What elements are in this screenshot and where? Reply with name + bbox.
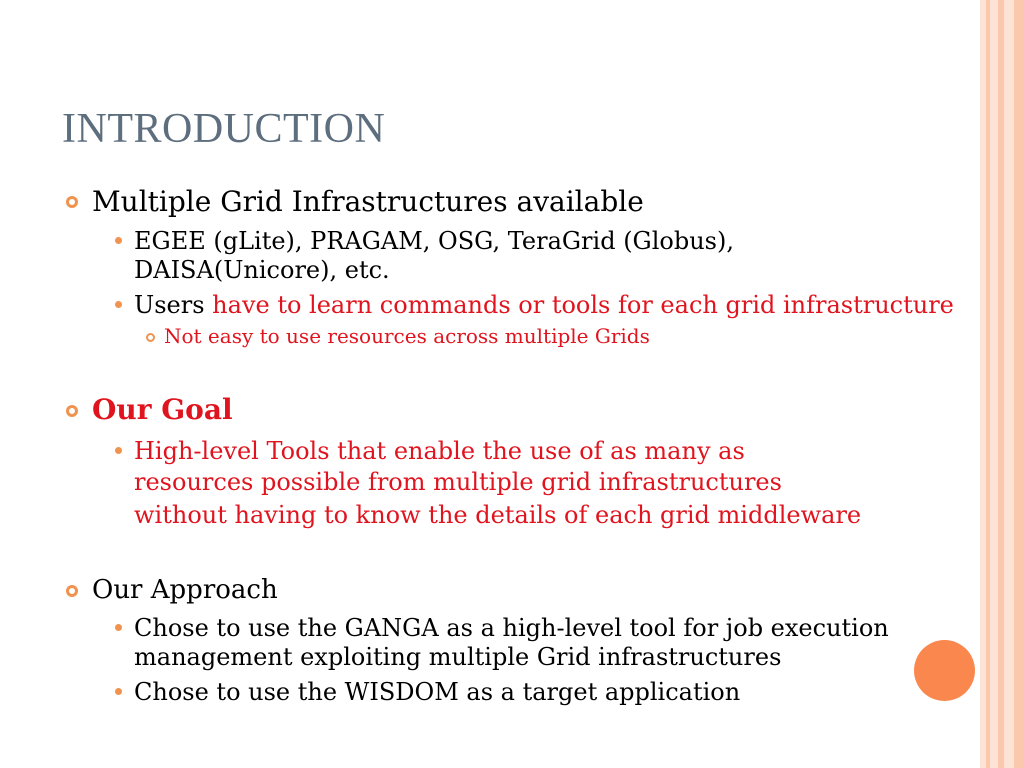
dot-bullet-icon <box>115 237 122 244</box>
dot-bullet-icon <box>115 447 122 454</box>
goal-text-line2: resources possible from multiple grid infrastructures <box>134 468 782 496</box>
bullet-users-emphasis: have to learn commands or tools for each grid infrastructure <box>212 291 954 319</box>
bullet-users <box>134 289 954 321</box>
dot-bullet-icon <box>115 688 122 695</box>
approach-ganga-line1: Chose to use the GANGA as a high-level tool for job execution <box>134 614 889 642</box>
approach-wisdom: Chose to use the WISDOM as a target application <box>134 678 741 706</box>
sub-bullet-not-easy: Not easy to use resources across multiple Grids <box>164 324 650 348</box>
goal-text-line1: High-level Tools that enable the use of as many as <box>134 437 745 465</box>
section-heading-approach: Our Approach <box>92 575 278 605</box>
slide-title: INTRODUCTION <box>62 106 386 152</box>
dot-bullet-icon <box>115 624 122 631</box>
ring-bullet-icon <box>66 196 78 208</box>
bullet-users-prefix: Users <box>134 291 213 319</box>
goal-text-line3: without having to know the details of each grid middleware <box>134 501 862 529</box>
dot-bullet-icon <box>115 301 122 308</box>
section-heading-infrastructures: Multiple Grid Infrastructures available <box>92 185 644 218</box>
ring-bullet-icon <box>66 585 78 597</box>
bullet-grid-list-line2: DAISA(Unicore), etc. <box>134 256 390 284</box>
decorative-stripe <box>1014 0 1024 768</box>
approach-ganga-line2: management exploiting multiple Grid infrastructures <box>134 643 782 671</box>
bullet-grid-list-line1: EGEE (gLite), PRAGAM, OSG, TeraGrid (Globus), <box>134 227 734 255</box>
decorative-stripe <box>1004 0 1014 768</box>
small-ring-bullet-icon <box>146 333 155 342</box>
ring-bullet-icon <box>66 405 78 417</box>
section-heading-goal: Our Goal <box>92 393 233 426</box>
